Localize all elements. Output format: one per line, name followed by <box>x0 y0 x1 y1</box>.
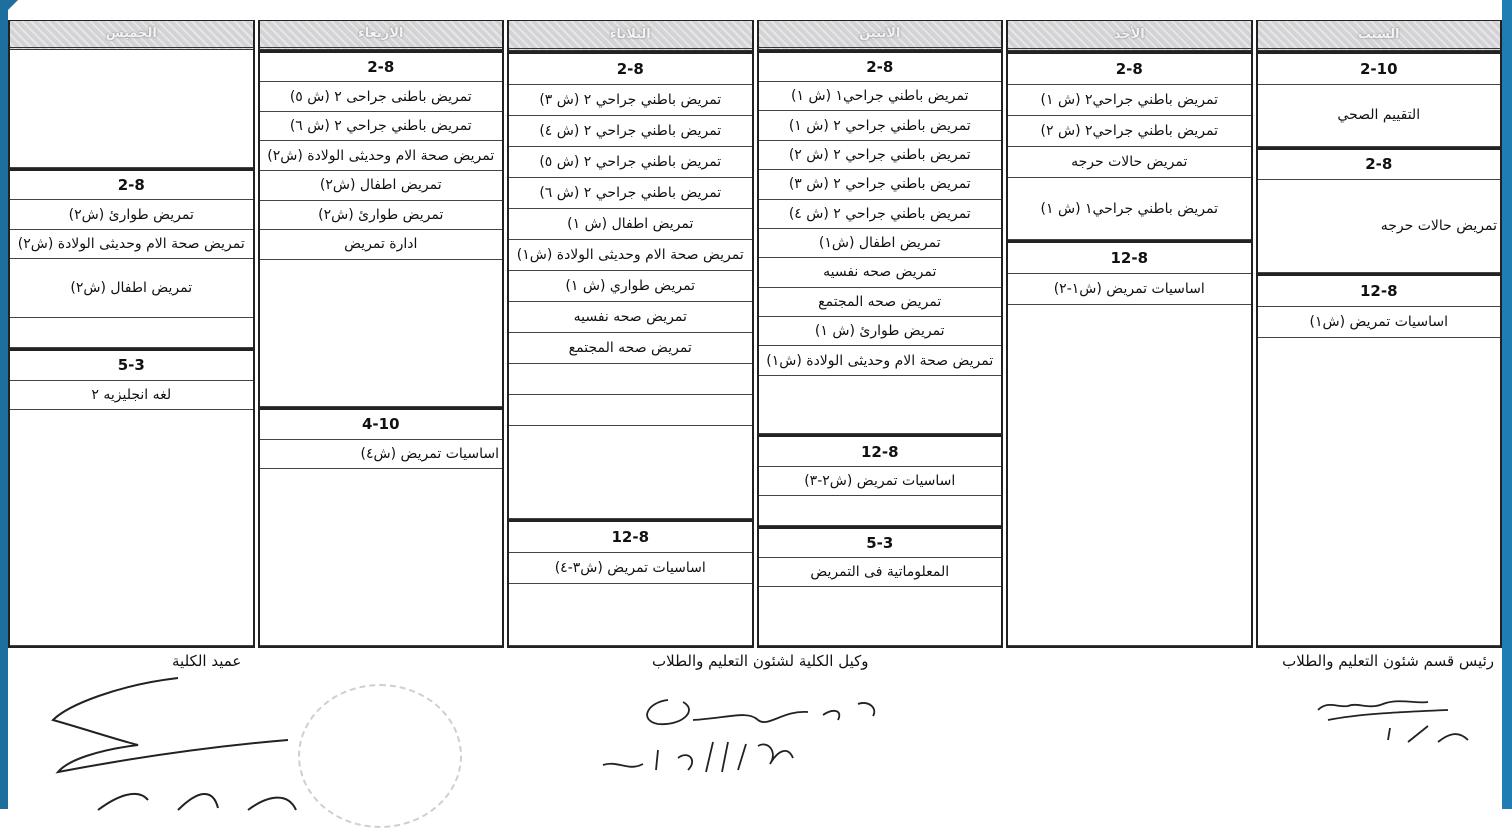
empty-cell <box>10 318 253 348</box>
course-cell: تمريض حالات حرجه <box>1258 180 1501 273</box>
course-cell: تمريض باطني جراحي ٢ (ش ٦) <box>260 112 503 142</box>
day-column <box>507 20 754 648</box>
course-cell: المعلوماتية فى التمريض <box>759 558 1002 587</box>
course-cell: تمريض باطني جراحي١ (ش ١) <box>759 82 1002 111</box>
empty-cell <box>260 469 503 646</box>
course-cell: تمريض صحه المجتمع <box>759 288 1002 317</box>
empty-cell <box>1258 338 1501 646</box>
day-header: الأحد <box>1008 21 1251 51</box>
day-header: الخميس <box>10 21 253 50</box>
day-header: السبت <box>1258 21 1501 51</box>
course-cell: تمريض باطني جراحي ٢ (ش ٣) <box>759 170 1002 199</box>
course-cell: تمريض باطنى جراحى ٢ (ش ٥) <box>260 82 503 112</box>
course-cell: تمريض اطفال (ش٢) <box>10 259 253 318</box>
course-cell: تمريض اطفال (ش١) <box>759 229 1002 258</box>
empty-cell <box>10 410 253 646</box>
course-cell: تمريض باطني جراحي ٢ (ش ٤) <box>509 116 752 147</box>
course-cell: تمريض صحة الام وحديثى الولادة (ش١) <box>509 240 752 271</box>
course-cell: ادارة تمريض <box>260 230 503 260</box>
course-cell: تمريض باطني جراحي ٢ (ش ٦) <box>509 178 752 209</box>
time-slot-cell: 12-8 <box>759 434 1002 466</box>
course-cell: تمريض طوارئ (ش ١) <box>759 317 1002 346</box>
empty-cell <box>759 587 1002 646</box>
empty-cell <box>509 584 752 646</box>
day-header: الثلاثاء <box>509 21 752 51</box>
course-cell: تمريض اطفال (ش ١) <box>509 209 752 240</box>
time-slot-cell: 2-8 <box>1258 147 1501 181</box>
course-cell: اساسيات تمريض (ش٤) <box>260 440 503 470</box>
course-cell: اساسيات تمريض (ش٣-٤) <box>509 553 752 584</box>
time-slot-cell: 5-3 <box>10 348 253 381</box>
course-cell: تمريض اطفال (ش٢) <box>260 171 503 201</box>
time-slot-cell: 12-8 <box>1008 240 1251 274</box>
day-header: الاثنين <box>759 21 1002 50</box>
empty-cell <box>509 426 752 519</box>
empty-cell <box>759 496 1002 525</box>
time-slot-cell: 2-8 <box>509 51 752 85</box>
scan-edge-left <box>0 0 8 809</box>
course-cell: لغه انجليزيه ٢ <box>10 381 253 411</box>
course-cell: تمريض باطني جراحي٢ (ش ٢) <box>1008 116 1251 147</box>
course-cell: تمريض باطني جراحي ٢ (ش ٣) <box>509 85 752 116</box>
dean-signature <box>28 660 328 810</box>
time-slot-cell: 2-8 <box>10 168 253 201</box>
scan-edge-right <box>1502 0 1512 809</box>
course-cell: تمريض باطني جراحي ٢ (ش ٥) <box>509 147 752 178</box>
time-slot-cell: 2-8 <box>1008 51 1251 85</box>
day-column <box>8 20 255 648</box>
time-slot-cell: 12-8 <box>509 519 752 553</box>
scan-edge-corner <box>0 0 18 18</box>
empty-cell <box>509 395 752 426</box>
course-cell: اساسيات تمريض (ش١-٢) <box>1008 274 1251 305</box>
course-cell: تمريض باطني جراحي١ (ش ١) <box>1008 178 1251 240</box>
course-cell: تمريض باطني جراحي ٢ (ش ٤) <box>759 200 1002 229</box>
vice-dean-title: وكيل الكلية لشئون التعليم والطلاب <box>652 652 869 670</box>
time-slot-cell: 2-10 <box>1258 51 1501 85</box>
course-cell: تمريض صحه المجتمع <box>509 333 752 364</box>
empty-cell <box>10 50 253 168</box>
time-slot-cell: 12-8 <box>1258 273 1501 307</box>
course-cell: تمريض صحه نفسيه <box>759 258 1002 287</box>
course-cell: تمريض صحه نفسيه <box>509 302 752 333</box>
course-cell: تمريض باطني جراحي ٢ (ش ١) <box>759 111 1002 140</box>
day-column <box>258 20 505 648</box>
head-of-affairs-title: رئيس قسم شئون التعليم والطلاب <box>1282 652 1494 670</box>
head-signature <box>1298 680 1478 760</box>
empty-cell <box>759 376 1002 435</box>
dean-title: عميد الكلية <box>172 652 242 670</box>
empty-cell <box>1008 305 1251 646</box>
day-header: الاربعاء <box>260 21 503 50</box>
empty-cell <box>509 364 752 395</box>
day-column <box>1006 20 1253 648</box>
course-cell: تمريض صحة الام وحديثى الولادة (ش١) <box>759 346 1002 375</box>
course-cell: تمريض طواري (ش ١) <box>509 271 752 302</box>
empty-cell <box>260 260 503 407</box>
day-column <box>757 20 1004 648</box>
schedule-table <box>8 20 1502 648</box>
course-cell: التقييم الصحي <box>1258 85 1501 147</box>
course-cell: اساسيات تمريض (ش٢-٣) <box>759 467 1002 496</box>
course-cell: تمريض صحة الام وحديثى الولادة (ش٢) <box>260 141 503 171</box>
time-slot-cell: 5-3 <box>759 526 1002 558</box>
signature-area <box>8 650 1502 809</box>
time-slot-cell: 2-8 <box>759 50 1002 82</box>
day-column <box>1256 20 1503 648</box>
course-cell: تمريض حالات حرجه <box>1008 147 1251 178</box>
course-cell: تمريض طوارئ (ش٢) <box>10 200 253 230</box>
time-slot-cell: 2-8 <box>260 50 503 83</box>
course-cell: تمريض باطني جراحي ٢ (ش ٢) <box>759 141 1002 170</box>
vice-dean-signature <box>588 680 918 790</box>
course-cell: تمريض صحة الام وحديثى الولادة (ش٢) <box>10 230 253 260</box>
course-cell: تمريض طوارئ (ش٢) <box>260 201 503 231</box>
time-slot-cell: 4-10 <box>260 407 503 440</box>
course-cell: تمريض باطني جراحي٢ (ش ١) <box>1008 85 1251 116</box>
course-cell: اساسيات تمريض (ش١) <box>1258 307 1501 338</box>
